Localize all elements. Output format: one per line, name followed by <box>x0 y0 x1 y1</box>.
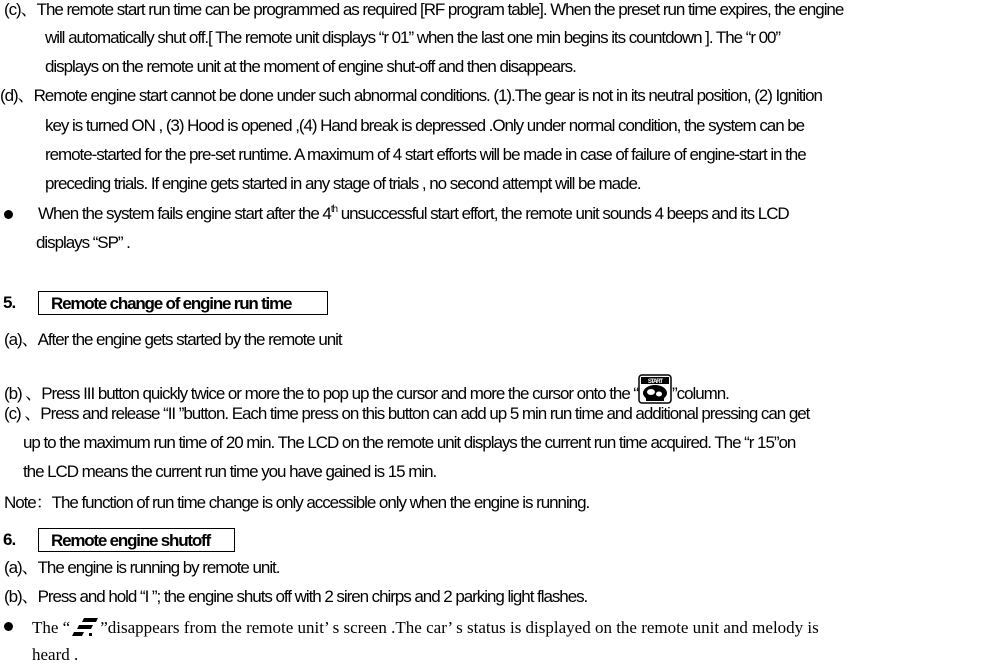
start-key-icon-label: START <box>647 379 663 385</box>
section-5-note: Note：The function of run time change is only accessible only when the engine is running. <box>4 493 590 512</box>
para-d-line-3: remote-started for the pre-set runtime. A maximum of 4 start efforts will be made in case of failure of engine-start in the <box>45 145 806 164</box>
section-5-item-a: (a)、After the engine gets started by the remote unit <box>4 330 342 349</box>
section-5-item-b-text: (b) 、Press III button quickly twice or more the to pop up the cursor and more the cursor onto the “ <box>4 384 639 403</box>
para-c-line-2: will automatically shut off.[ The remote unit displays “r 01” when the last one min begins its countdown ]. The “r 00” <box>45 28 781 47</box>
bullet-2-line-2: heard . <box>32 645 79 664</box>
bullet-1-line-2: displays “SP” . <box>36 233 130 252</box>
para-d-line-2: key is turned ON , (3) Hood is opened ,(4) Hand break is depressed .Only under normal condition, the system can be <box>45 116 805 135</box>
bullet-1-text-b: unsuccessful start effort, the remote unit sounds 4 beeps and its LCD <box>337 204 789 223</box>
para-d-line-1: (d)、Remote engine start cannot be done under such abnormal conditions. (1).The gear is not in its neutral position, (2) Ignition <box>0 86 822 105</box>
section-6-item-a: (a)、The engine is running by remote unit. <box>4 558 280 577</box>
section-5-title: Remote change of engine run time <box>38 291 328 315</box>
section-5-item-b-end: ”column. <box>672 384 729 403</box>
bullet-2-line-1 <box>32 616 819 643</box>
bullet-marker <box>4 210 13 219</box>
engine-running-icon <box>70 616 100 643</box>
bullet-2-text-post: ”disappears from the remote unit’ s screen .The car’ s status is displayed on the remote unit and melody is <box>100 618 819 637</box>
section-5-item-c-line-3: the LCD means the current run time you have gained is 15 min. <box>23 462 437 481</box>
bullet-1-line-1 <box>38 204 789 224</box>
para-c-line-1: (c)、The remote start run time can be programmed as required [RF program table]. When the preset run time expires, the engine <box>4 0 844 19</box>
bullet-1-text-a: When the system fails engine start after the 4 <box>38 204 331 223</box>
bullet-2-text-pre: The “ <box>32 618 71 637</box>
section-6-number: 6. <box>3 530 16 549</box>
section-5-item-c-line-1: (c) 、Press and release “II ”button. Each time press on this button can add up 5 min run time and additional pressing can get <box>4 404 810 423</box>
para-d-line-4: preceding trials. If engine gets started in any stage of trials , no second attempt will be made. <box>45 174 641 193</box>
section-5-item-c-line-2: up to the maximum run time of 20 min. The LCD on the remote unit displays the current run time acquired. The “r 15”on <box>23 433 796 452</box>
section-5-number: 5. <box>3 293 16 312</box>
bullet-marker <box>4 622 13 631</box>
section-6-item-b: (b)、Press and hold “I ”; the engine shuts off with 2 siren chirps and 2 parking light flashes. <box>4 587 588 606</box>
para-c-line-3: displays on the remote unit at the moment of engine shut-off and then disappears. <box>45 57 576 76</box>
bullet-1-sup: th <box>330 204 338 215</box>
section-6-title: Remote engine shutoff <box>38 528 235 552</box>
